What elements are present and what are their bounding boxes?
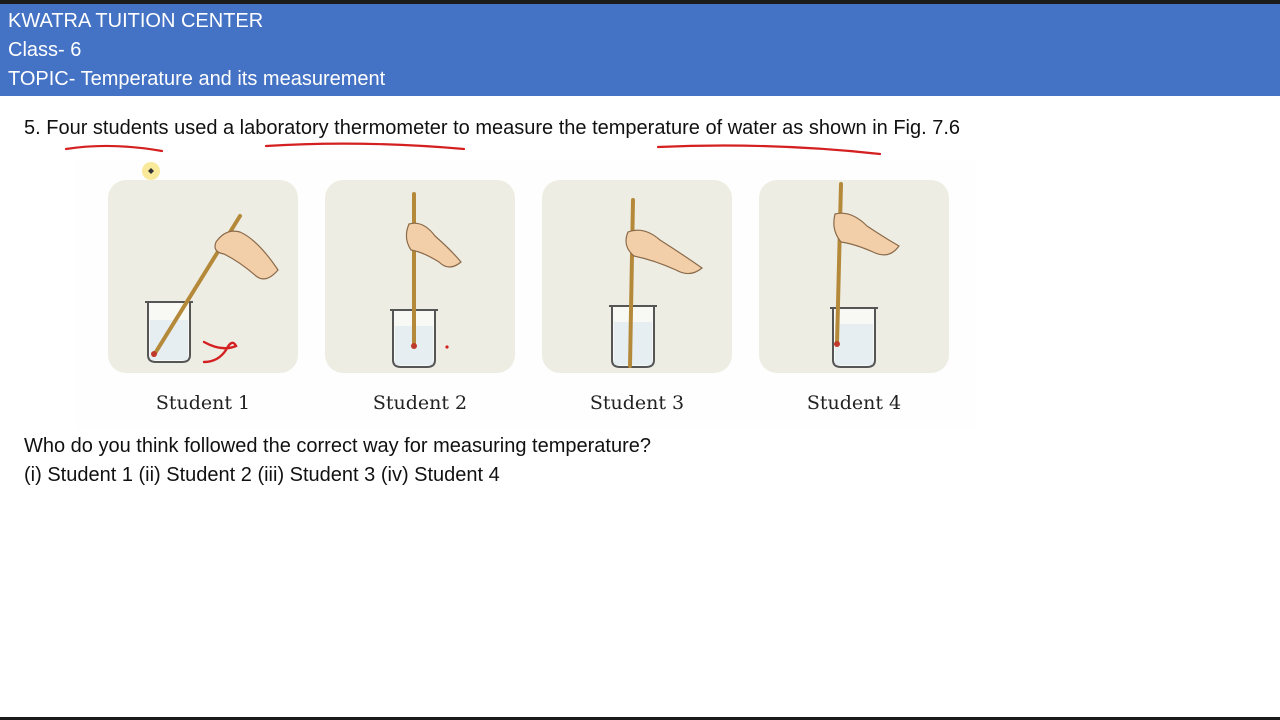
slide-header: [0, 4, 1280, 96]
student-4-panel: [759, 180, 949, 373]
student-2-panel: [325, 180, 515, 373]
student-1-panel: [108, 180, 298, 373]
student-3-panel: [542, 180, 732, 373]
underline-laboratory-thermometer: [266, 144, 464, 149]
question-text: 5. Four students used a laboratory thermometer to measure the temperature of water as shown in Fig. 7.6: [24, 117, 961, 139]
student-3-illustration: [542, 180, 732, 373]
underline-temperature-of-water: [658, 146, 880, 154]
underline-four-students: [66, 146, 162, 151]
student-4-caption: Student 4: [806, 392, 902, 414]
header-topic: TOPIC- Temperature and its measurement: [8, 68, 386, 90]
student-2-illustration: [325, 180, 515, 373]
student-2-caption: Student 2: [372, 392, 468, 414]
student-1-caption: Student 1: [155, 392, 251, 414]
header-title: KWATRA TUITION CENTER: [8, 10, 264, 32]
answer-options: (i) Student 1 (ii) Student 2 (iii) Student 3 (iv) Student 4: [24, 464, 500, 486]
prompt-text: Who do you think followed the correct way for measuring temperature?: [24, 435, 651, 457]
student-1-illustration: [108, 180, 298, 373]
student-3-caption: Student 3: [589, 392, 685, 414]
header-class: Class- 6: [8, 39, 82, 61]
student-4-illustration: [759, 180, 949, 373]
thermometer-figure: [76, 160, 976, 430]
